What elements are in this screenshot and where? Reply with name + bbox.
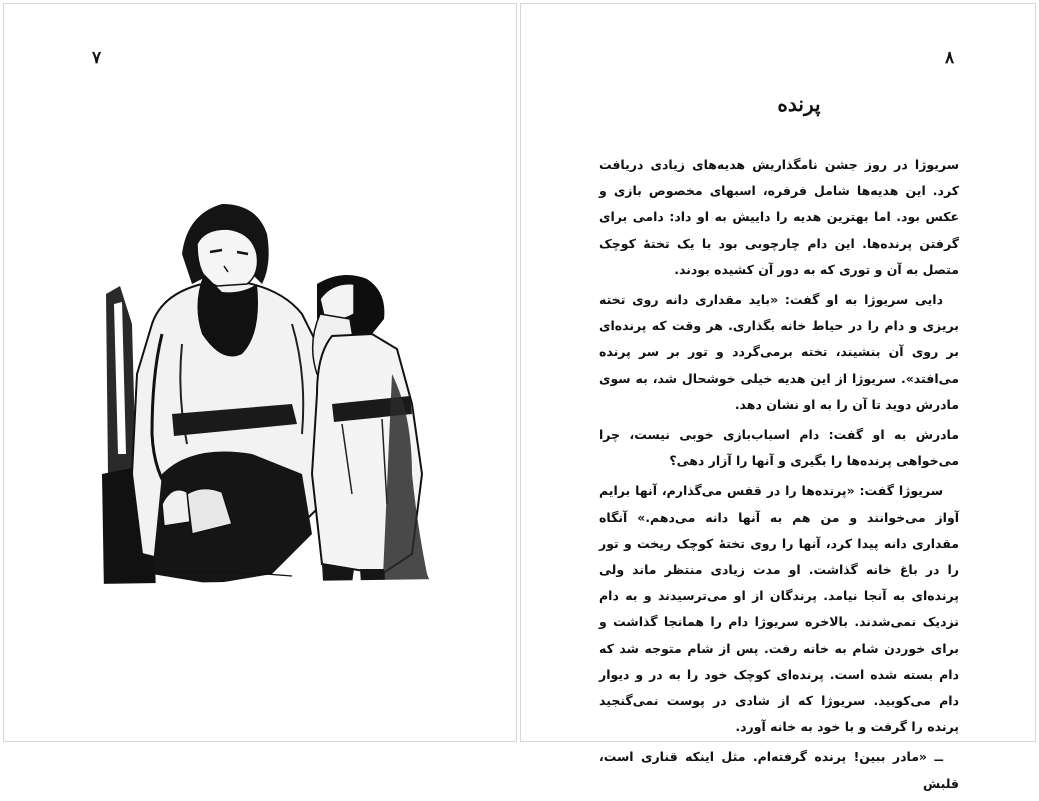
man-figure xyxy=(132,204,332,584)
page-number-right: ۸ xyxy=(945,48,955,68)
paragraph-2: دایی سریوژا به او گفت: «باید مقداری دانه روی تخته بریزی و دام را در حیاط خانه بگذاری. هر وقت که پرنده‌ای بر روی آن بنشیند، تخته برمی‌گردد و تور بر سر پرنده می‌افتد». سریوژا از این هدیه خیلی خوشحال شد، به سوی مادرش دوید تا آن را به او نشان دهد. xyxy=(599,292,959,412)
paragraph-4: سریوژا گفت: «پرنده‌ها را در قفس می‌گذارم، آنها برایم آواز می‌خوانند و من هم به آنها دانه می‌دهم.» آنگاه مقداری دانه پیدا کرد، آنها را روی تختهٔ کوچک ریخت و تور را در باغ خانه گذاشت. او مدت زیادی منتظر ماند ولی پرنده‌ای به آنجا نیامد. پرندگان از او می‌ترسیدند و به دام نزدیک نمی‌شدند. بالاخره سریوژا دام را همانجا گذاشت و برای خوردن شام به خانه رفت. پس از شام متوجه شد که دام بسته شده است. پرنده‌ای کوچک خود را به در و دیوار دام می‌کوبید. سریوژا که از شادی در پوست نمی‌گنجید پرنده را گرفت و با خود به خانه آورد. xyxy=(599,483,959,735)
left-page xyxy=(3,3,517,742)
paragraph-3: مادرش به او گفت: دام اسباب‌بازی خوبی نیست، چرا می‌خواهی پرنده‌ها را بگیری و آنها را آزار دهی؟ xyxy=(599,427,959,469)
illustration xyxy=(92,174,442,598)
page-number-left: ۷ xyxy=(92,48,102,68)
paragraph-5: ــ «مادر ببین! پرنده گرفته‌ام. مثل اینکه قناری است، قلبش xyxy=(599,749,959,791)
story-text xyxy=(599,152,959,801)
child-figure xyxy=(312,275,437,598)
chapter-title: پرنده xyxy=(777,92,821,116)
right-page xyxy=(520,3,1036,791)
paragraph-1: سریوژا در روز جشن نامگذاریش هدیه‌های زیادی دریافت کرد. این هدیه‌ها شامل فرفره، اسبهای مخصوص بازی و عکس بود. اما بهترین هدیه را داییش به او داد: دامی برای گرفتن پرنده‌ها. این دام چارچوبی بود با یک تختهٔ کوچک متصل به آن و توری که به دور آن کشیده بودند. xyxy=(599,157,959,277)
